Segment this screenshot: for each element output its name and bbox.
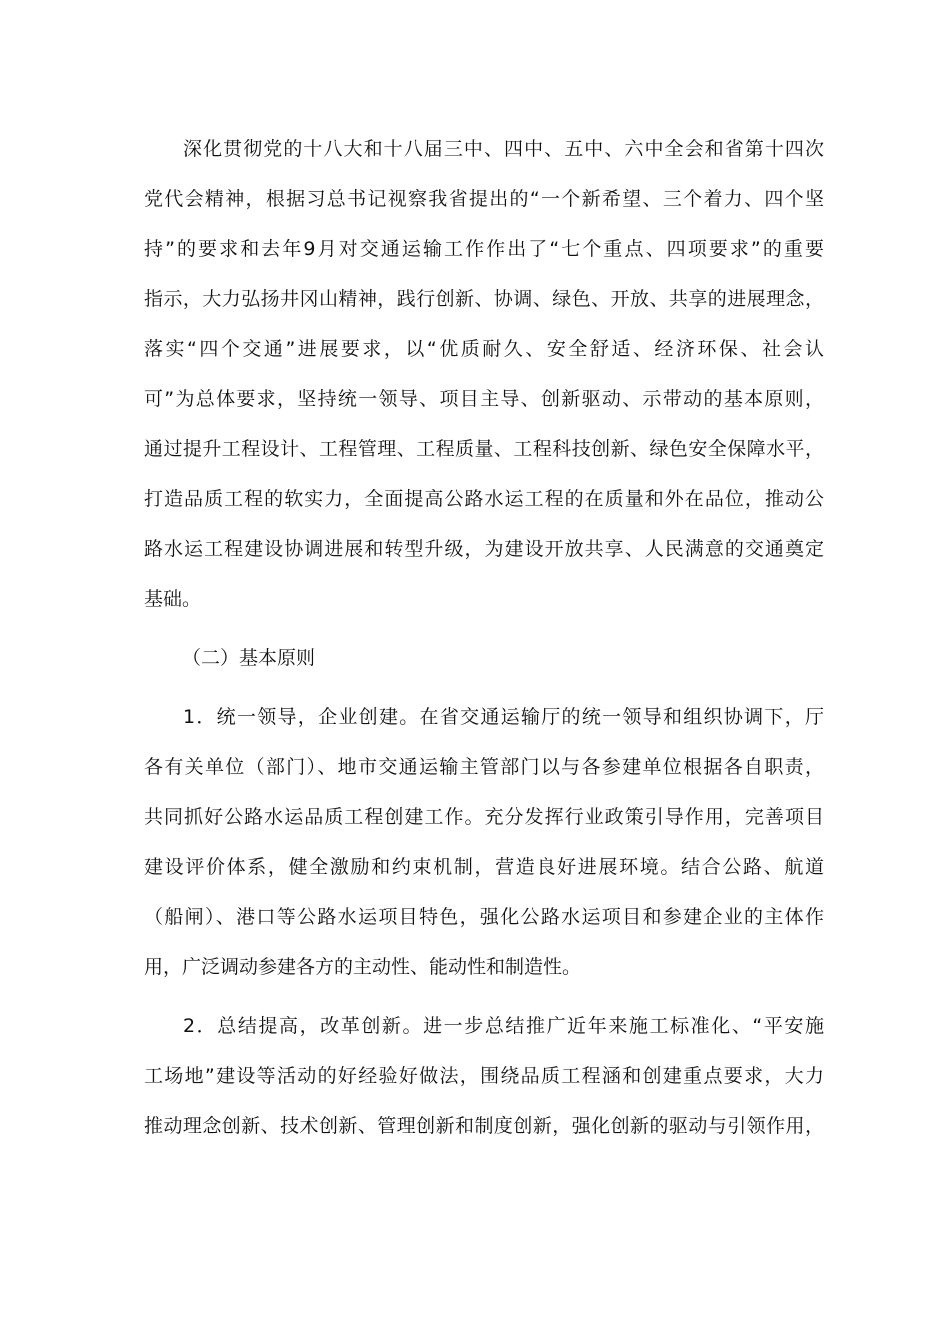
paragraph-1-line-4: 指示，大力弘扬井冈山精神，践行创新、协调、绿色、开放、共享的进展理念， [144,288,824,310]
paragraph-2-line-5: （船闸）、港口等公路水运项目特色，强化公路水运项目和参建企业的主体作 [144,906,824,928]
paragraph-1-line-2: 党代会精神，根据习总书记视察我省提出的“一个新希望、三个着力、四个坚 [144,188,824,210]
paragraph-1-line-6: 可”为总体要求，坚持统一领导、项目主导、创新驱动、示带动的基本原则， [144,388,824,410]
paragraph-3-line-2: 工场地”建设等活动的好经验好做法，围绕品质工程涵和创建重点要求，大力 [144,1065,824,1087]
paragraph-1-line-9: 路水运工程建设协调进展和转型升级，为建设开放共享、人民满意的交通奠定 [144,538,824,560]
paragraph-1-line-3: 持”的要求和去年9月对交通运输工作作出了“七个重点、四项要求”的重要 [144,238,824,260]
paragraph-2-line-6: 用，广泛调动参建各方的主动性、能动性和制造性。 [144,956,582,978]
paragraph-3-line-3: 推动理念创新、技术创新、管理创新和制度创新，强化创新的驱动与引领作用， [144,1115,824,1137]
paragraph-1-line-10: 基础。 [144,588,202,610]
paragraph-2-line-2: 各有关单位（部门）、地市交通运输主管部门以与各参建单位根据各自职责， [144,756,824,778]
section-heading: （二）基本原则 [182,647,316,669]
paragraph-2-line-4: 建设评价体系，健全激励和约束机制，营造良好进展环境。结合公路、航道 [144,856,824,878]
paragraph-3-line-1: 2．总结提高，改革创新。进一步总结推广近年来施工标准化、“平安施 [183,1015,824,1037]
paragraph-1-line-8: 打造品质工程的软实力，全面提高公路水运工程的在质量和外在品位，推动公 [144,488,824,510]
paragraph-1-line-1: 深化贯彻党的十八大和十八届三中、四中、五中、六中全会和省第十四次 [183,138,824,160]
paragraph-2-line-1: 1．统一领导，企业创建。在省交通运输厅的统一领导和组织协调下，厅 [183,706,824,728]
paragraph-1-line-7: 通过提升工程设计、工程管理、工程质量、工程科技创新、绿色安全保障水平， [144,438,824,460]
paragraph-1-line-5: 落实“四个交通”进展要求，以“优质耐久、安全舒适、经济环保、社会认 [144,338,824,360]
paragraph-2-line-3: 共同抓好公路水运品质工程创建工作。充分发挥行业政策引导作用，完善项目 [144,806,824,828]
